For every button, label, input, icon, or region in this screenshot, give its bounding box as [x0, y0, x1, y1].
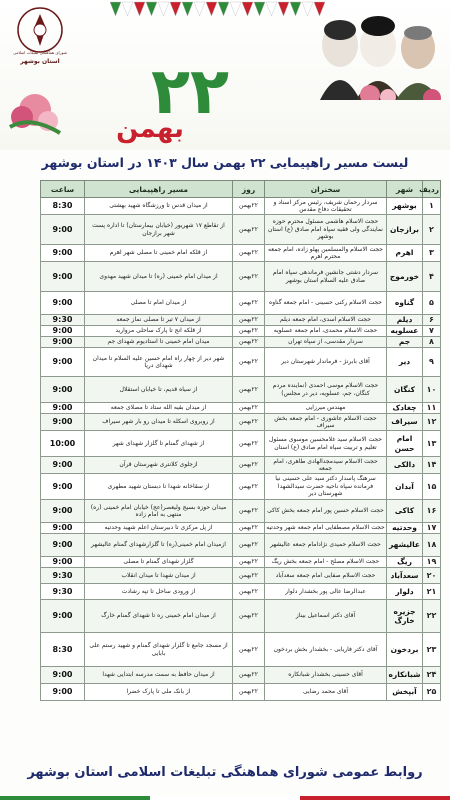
- row-day: ۲۲بهمن: [233, 474, 265, 500]
- row-speaker: حجت الاسلام محمدی، امام جمعه عسلویه: [265, 326, 387, 337]
- table-row: [41, 684, 441, 701]
- row-speaker: آقای حسینی بخشدار شبانکاره: [265, 667, 387, 684]
- row-city: برازجان: [387, 215, 423, 245]
- footer-credit: روابط عمومی شورای هماهنگی تبلیغات اسلامی استان بوشهر: [27, 765, 423, 780]
- row-time: 9:30: [41, 568, 85, 584]
- bunting-flag: [146, 2, 157, 16]
- table-header-row: [41, 181, 441, 198]
- row-speaker: سردار رحمان شریف، رئیس مرکز اسناد و تحقیقات دفاع مقدس: [265, 198, 387, 215]
- banner-word: بهمن: [116, 114, 184, 144]
- row-route: میدان حوزه بسیج ولیعصر(عج) خیابان امام خمینی (ره) منتهی به امام زاده: [85, 500, 233, 523]
- row-speaker: حجت الاسلام موسی احمدی (نماینده مردم کنگان، جم، عسلویه، دیر در مجلس): [265, 377, 387, 403]
- row-city: وحدتیه: [387, 523, 423, 534]
- row-day: ۲۲بهمن: [233, 600, 265, 633]
- decorative-border: [0, 782, 450, 800]
- row-number: ۱۶: [423, 500, 441, 523]
- flag-bunting: [110, 0, 330, 28]
- row-number: ۲۴: [423, 667, 441, 684]
- row-time: 9:00: [41, 377, 85, 403]
- table-row: [41, 557, 441, 568]
- row-speaker: حجت الاسلام رکنی حسینی - امام جمعه گناوه: [265, 292, 387, 315]
- row-number: ۱۸: [423, 534, 441, 557]
- bunting-flag: [254, 2, 265, 16]
- row-day: ۲۲بهمن: [233, 337, 265, 348]
- table-row: [41, 474, 441, 500]
- row-route: از سقاخانه شهدا تا دبستان شهید مطهری: [85, 474, 233, 500]
- header-route: مسیر راهپیمایی: [85, 181, 233, 198]
- row-day: ۲۲بهمن: [233, 414, 265, 431]
- logo-organization-name: شورای هماهنگی تبلیغات اسلامی: [13, 50, 67, 55]
- row-route: از مسجد جامع تا گلزار شهدای گمنام و شهید رستم علی بابایی: [85, 633, 233, 667]
- row-number: ۲۱: [423, 584, 441, 600]
- row-time: 9:00: [41, 414, 85, 431]
- row-route: از میدان قدس تا ورزشگاه شهید بهشتی: [85, 198, 233, 215]
- row-day: ۲۲بهمن: [233, 457, 265, 474]
- row-number: ۲۰: [423, 568, 441, 584]
- table-row: [41, 534, 441, 557]
- row-speaker: حجت الاسلام عاشوری - امام جمعه بخش سیراف: [265, 414, 387, 431]
- row-number: ۱۱: [423, 403, 441, 414]
- header-city: شهر: [387, 181, 423, 198]
- bunting-flag: [170, 2, 181, 16]
- table-row: [41, 431, 441, 457]
- row-speaker: حجت الاسلام حسین پور امام جمعه بخش کاکی: [265, 500, 387, 523]
- row-day: ۲۲بهمن: [233, 326, 265, 337]
- row-speaker: عبدالرضا عالی پور بخشدار دلوار: [265, 584, 387, 600]
- row-speaker: حجت الاسلام اسدی، امام جمعه دیلم: [265, 315, 387, 326]
- row-day: ۲۲بهمن: [233, 633, 265, 667]
- row-city: کنگان: [387, 377, 423, 403]
- table-row: [41, 523, 441, 534]
- row-city: ریگ: [387, 557, 423, 568]
- bunting-flag: [194, 2, 205, 16]
- row-route: شهر دیر از چهار راه امام حسین علیه السلام تا میدان شهدای دریا: [85, 348, 233, 377]
- row-number: ۱۴: [423, 457, 441, 474]
- row-time: 9:00: [41, 337, 85, 348]
- row-city: دالکی: [387, 457, 423, 474]
- row-route: میدان امام خمینی تا استادیوم شهدای جم: [85, 337, 233, 348]
- list-title: لیست مسیر راهپیمایی ۲۲ بهمن سال ۱۴۰۳ در استان بوشهر: [41, 155, 409, 170]
- row-time: 9:00: [41, 500, 85, 523]
- row-speaker: حجت الاسلام هاشمی مسئول محترم حوزه نمایندگی ولی فقیه سپاه امام صادق (ع) استان بوشهر: [265, 215, 387, 245]
- row-city: آبپخش: [387, 684, 423, 701]
- row-speaker: حجت الاسلام مصلح - امام جمعه بخش ریگ: [265, 557, 387, 568]
- row-day: ۲۲بهمن: [233, 523, 265, 534]
- row-speaker: آقای بابرنژ - فرماندار شهرستان دیر: [265, 348, 387, 377]
- bahman-22-graphic: [0, 55, 300, 145]
- row-city: خورموج: [387, 262, 423, 292]
- row-number: ۹: [423, 348, 441, 377]
- table-row: [41, 198, 441, 215]
- row-number: ۱۰: [423, 377, 441, 403]
- row-route: از سیاه قدیم، تا خیابان استقلال: [85, 377, 233, 403]
- row-speaker: سردار دشتی جانشین فرماندهی سپاه امام صادق علیه السلام استان بوشهر: [265, 262, 387, 292]
- bunting-flag: [122, 2, 133, 16]
- row-number: ۱۲: [423, 414, 441, 431]
- row-time: 9:00: [41, 403, 85, 414]
- march-routes-table: [40, 180, 441, 701]
- row-route: از شهدای گمنام تا گلزار شهدای شهر: [85, 431, 233, 457]
- bunting-flag: [182, 2, 193, 16]
- row-time: 10:00: [41, 431, 85, 457]
- row-city: آبدان: [387, 474, 423, 500]
- row-city: عسلویه: [387, 326, 423, 337]
- row-time: 9:00: [41, 557, 85, 568]
- row-speaker: حجت الاسلام سید غلامحسین موسوی مسئول تعلیم و تربیت سپاه امام صادق (ع) استان: [265, 431, 387, 457]
- row-route: از میدان حافظ به سمت مدرسه ابتدایی شهدا: [85, 667, 233, 684]
- header-time: ساعت: [41, 181, 85, 198]
- table-row: [41, 667, 441, 684]
- header-speaker: سخنران: [265, 181, 387, 198]
- table-row: [41, 292, 441, 315]
- portraits-graphic: [300, 0, 450, 100]
- row-time: 9:00: [41, 245, 85, 262]
- row-number: ۲: [423, 215, 441, 245]
- bunting-flag: [242, 2, 253, 16]
- row-route: از میدان امام تا مصلی: [85, 292, 233, 315]
- table-row: [41, 568, 441, 584]
- row-speaker: حجت الاسلام صفایی امام جمعه سعدآباد: [265, 568, 387, 584]
- row-route: گلزار شهدای گمنام تا مصلی: [85, 557, 233, 568]
- row-time: 9:30: [41, 315, 85, 326]
- row-time: 9:00: [41, 292, 85, 315]
- row-city: دلوار: [387, 584, 423, 600]
- table-row: [41, 403, 441, 414]
- row-time: 9:00: [41, 600, 85, 633]
- row-time: 8:30: [41, 198, 85, 215]
- row-speaker: حجت الاسلام والمسلمین پهلو زاده، امام جمعه محترم اهرم: [265, 245, 387, 262]
- table-row: [41, 215, 441, 245]
- row-number: ۷: [423, 326, 441, 337]
- row-day: ۲۲بهمن: [233, 348, 265, 377]
- table-row: [41, 633, 441, 667]
- row-number: ۵: [423, 292, 441, 315]
- row-city: دیر: [387, 348, 423, 377]
- row-time: 9:00: [41, 523, 85, 534]
- row-city: دیلم: [387, 315, 423, 326]
- row-day: ۲۲بهمن: [233, 215, 265, 245]
- row-route: ازجلوی کلانتری شهرستان قرآن: [85, 457, 233, 474]
- table-row: [41, 457, 441, 474]
- row-city: کاکی: [387, 500, 423, 523]
- row-city: بوشهر: [387, 198, 423, 215]
- row-route: از ورودی ساحل تا تپه رشادت: [85, 584, 233, 600]
- table-row: [41, 337, 441, 348]
- table-row: [41, 348, 441, 377]
- row-number: ۳: [423, 245, 441, 262]
- row-number: ۱۹: [423, 557, 441, 568]
- table-row: [41, 600, 441, 633]
- row-number: ۴: [423, 262, 441, 292]
- row-speaker: آقای محمد رضایی: [265, 684, 387, 701]
- row-number: ۸: [423, 337, 441, 348]
- row-number: ۱۵: [423, 474, 441, 500]
- row-day: ۲۲بهمن: [233, 557, 265, 568]
- table-row: [41, 414, 441, 431]
- row-time: 9:00: [41, 534, 85, 557]
- row-time: 9:00: [41, 215, 85, 245]
- row-speaker: آقای دکتر اسماعیل بیناز: [265, 600, 387, 633]
- row-time: 9:00: [41, 474, 85, 500]
- table-row: [41, 245, 441, 262]
- row-speaker: حجت الاسلام مصطفایی امام جمعه شهر وحدتیه: [265, 523, 387, 534]
- row-time: 8:30: [41, 633, 85, 667]
- row-city: امام حسن: [387, 431, 423, 457]
- row-time: 9:00: [41, 457, 85, 474]
- row-day: ۲۲بهمن: [233, 377, 265, 403]
- row-day: ۲۲بهمن: [233, 198, 265, 215]
- banner-number: ۲۲: [150, 55, 230, 129]
- row-city: بردخون: [387, 633, 423, 667]
- row-route: از بانک ملی تا پارک خضرا: [85, 684, 233, 701]
- bunting-flag: [158, 2, 169, 16]
- row-day: ۲۲بهمن: [233, 403, 265, 414]
- header-banner: [0, 0, 450, 150]
- table-row: [41, 326, 441, 337]
- row-day: ۲۲بهمن: [233, 292, 265, 315]
- row-city: سیراف: [387, 414, 423, 431]
- row-speaker: آقای دکتر فاریابی - بخشدار بخش بردخون: [265, 633, 387, 667]
- row-time: 9:00: [41, 667, 85, 684]
- row-number: ۶: [423, 315, 441, 326]
- row-city: چغادک: [387, 403, 423, 414]
- row-route: از میدان ۷ تیر تا مصلی نماز جمعه: [85, 315, 233, 326]
- row-city: جزیره خارگ: [387, 600, 423, 633]
- row-number: ۱۷: [423, 523, 441, 534]
- bunting-flag: [206, 2, 217, 16]
- row-time: 9:00: [41, 348, 85, 377]
- row-day: ۲۲بهمن: [233, 568, 265, 584]
- table-row: [41, 584, 441, 600]
- row-route: از میدان امام خمینی (ره) تا میدان شهید مهدوی: [85, 262, 233, 292]
- row-day: ۲۲بهمن: [233, 684, 265, 701]
- logo-province: استان بوشهر: [20, 58, 60, 65]
- header-row-number: ردیف: [423, 181, 441, 198]
- row-route: از تقاطع ۱۷ شهریور (خیابان بیمارستان) تا اداره پست شهر برازجان: [85, 215, 233, 245]
- row-day: ۲۲بهمن: [233, 667, 265, 684]
- row-route: از قلکه امام خمینی تا مصلی شهر اهرم: [85, 245, 233, 262]
- row-speaker: سردار مقدسی، از سپاه تهران: [265, 337, 387, 348]
- row-time: 9:30: [41, 584, 85, 600]
- bunting-flag: [134, 2, 145, 16]
- row-route: از میدان امام خمینی ره تا شهدای گمنام خارگ: [85, 600, 233, 633]
- row-day: ۲۲بهمن: [233, 500, 265, 523]
- row-time: 9:00: [41, 262, 85, 292]
- row-day: ۲۲بهمن: [233, 262, 265, 292]
- bunting-flag: [266, 2, 277, 16]
- row-day: ۲۲بهمن: [233, 584, 265, 600]
- row-city: عالیشهر: [387, 534, 423, 557]
- row-route: از روبروی اسکله تا میدان رو بار شهر سیراف: [85, 414, 233, 431]
- row-number: ۲۵: [423, 684, 441, 701]
- bunting-flag: [218, 2, 229, 16]
- row-day: ۲۲بهمن: [233, 315, 265, 326]
- row-number: ۲۳: [423, 633, 441, 667]
- row-city: جم: [387, 337, 423, 348]
- table-row: [41, 262, 441, 292]
- row-speaker: حجت الاسلام حمیدی نژادامام جمعه عالیشهر: [265, 534, 387, 557]
- row-city: سعدآباد: [387, 568, 423, 584]
- row-route: از میدان بقیه الله ستاد تا مصلای جمعه: [85, 403, 233, 414]
- bunting-flag: [110, 2, 121, 16]
- row-number: ۲۲: [423, 600, 441, 633]
- table-row: [41, 315, 441, 326]
- row-speaker: مهندس میرزایی: [265, 403, 387, 414]
- row-speaker: حجت الاسلام سیدمجدالهادی طاهری، امام جمعه: [265, 457, 387, 474]
- header-day: روز: [233, 181, 265, 198]
- bunting-flag: [230, 2, 241, 16]
- row-number: ۱: [423, 198, 441, 215]
- row-number: ۱۳: [423, 431, 441, 457]
- table-row: [41, 377, 441, 403]
- table-row: [41, 500, 441, 523]
- row-city: گناوه: [387, 292, 423, 315]
- row-city: اهرم: [387, 245, 423, 262]
- row-route: از قلکه انج تا پارک ساحلی مروارید: [85, 326, 233, 337]
- row-day: ۲۲بهمن: [233, 534, 265, 557]
- row-route: از میدان شهدا تا میدان انقلاب: [85, 568, 233, 584]
- row-route: ازمیدان امام خمینی(ره) تا گلزارشهدای گمنام عالیشهر: [85, 534, 233, 557]
- row-speaker: سرهنگ پاسدار دکتر سید علی حسینی نیا فرمانده سپاه ناحیه حضرت سیدالشهدا شهرستان دیر: [265, 474, 387, 500]
- row-time: 9:00: [41, 326, 85, 337]
- row-route: از پل مرکزی تا دبیرستان اعلم شهید وحدتیه: [85, 523, 233, 534]
- row-day: ۲۲بهمن: [233, 431, 265, 457]
- row-day: ۲۲بهمن: [233, 245, 265, 262]
- bunting-flag: [278, 2, 289, 16]
- row-city: شبانکاره: [387, 667, 423, 684]
- row-time: 9:00: [41, 684, 85, 701]
